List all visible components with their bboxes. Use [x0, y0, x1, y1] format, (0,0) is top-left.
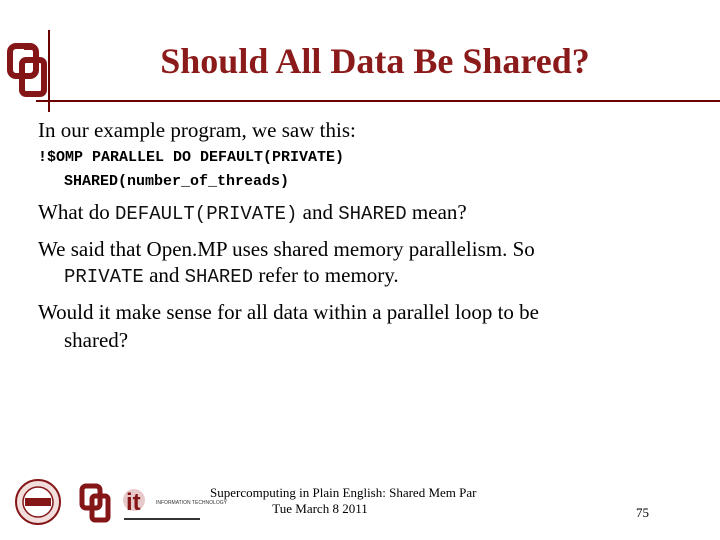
question-line-3a: Would it make sense for all data within a parallel loop to be — [38, 300, 539, 324]
q2b-text-post: refer to memory. — [253, 263, 399, 287]
q2b-code-shared: SHARED — [184, 266, 254, 288]
q1-text-post: mean? — [406, 200, 467, 224]
footer-line-2: Tue March 8 2011 — [272, 501, 368, 516]
it-logo-sub: INFORMATION TECHNOLOGY — [156, 500, 227, 506]
q1-code-default-private: DEFAULT(PRIVATE) — [114, 203, 298, 225]
oscer-seal-icon — [16, 480, 60, 524]
page-number: 75 — [636, 505, 649, 520]
code-line-1: !$OMP PARALLEL DO DEFAULT(PRIVATE) — [38, 149, 345, 166]
footer-caption — [210, 485, 477, 517]
footer-line-1: Supercomputing in Plain English: Shared Mem Par — [210, 485, 477, 500]
q1-text-pre: What do — [38, 200, 115, 224]
it-logo-letters: it — [126, 489, 141, 516]
question-line-2b — [64, 263, 399, 289]
slide-title: Should All Data Be Shared? — [160, 41, 590, 81]
header-horizontal-rule — [36, 100, 720, 102]
ou-logo-icon — [8, 42, 48, 102]
question-line-1 — [38, 200, 467, 226]
footer-logos — [14, 478, 227, 528]
q2b-code-private: PRIVATE — [64, 266, 144, 288]
intro-line: In our example program, we saw this: — [38, 118, 356, 142]
q2b-text-mid: and — [143, 263, 185, 287]
q1-code-shared: SHARED — [338, 203, 407, 225]
q1-text-mid: and — [297, 200, 339, 224]
code-line-2: SHARED(number_of_threads) — [64, 173, 290, 190]
question-line-3b: shared? — [64, 328, 129, 352]
question-line-2a: We said that Open.MP uses shared memory parallelism. So — [38, 237, 535, 261]
ou-footer-logo-icon — [82, 486, 108, 520]
